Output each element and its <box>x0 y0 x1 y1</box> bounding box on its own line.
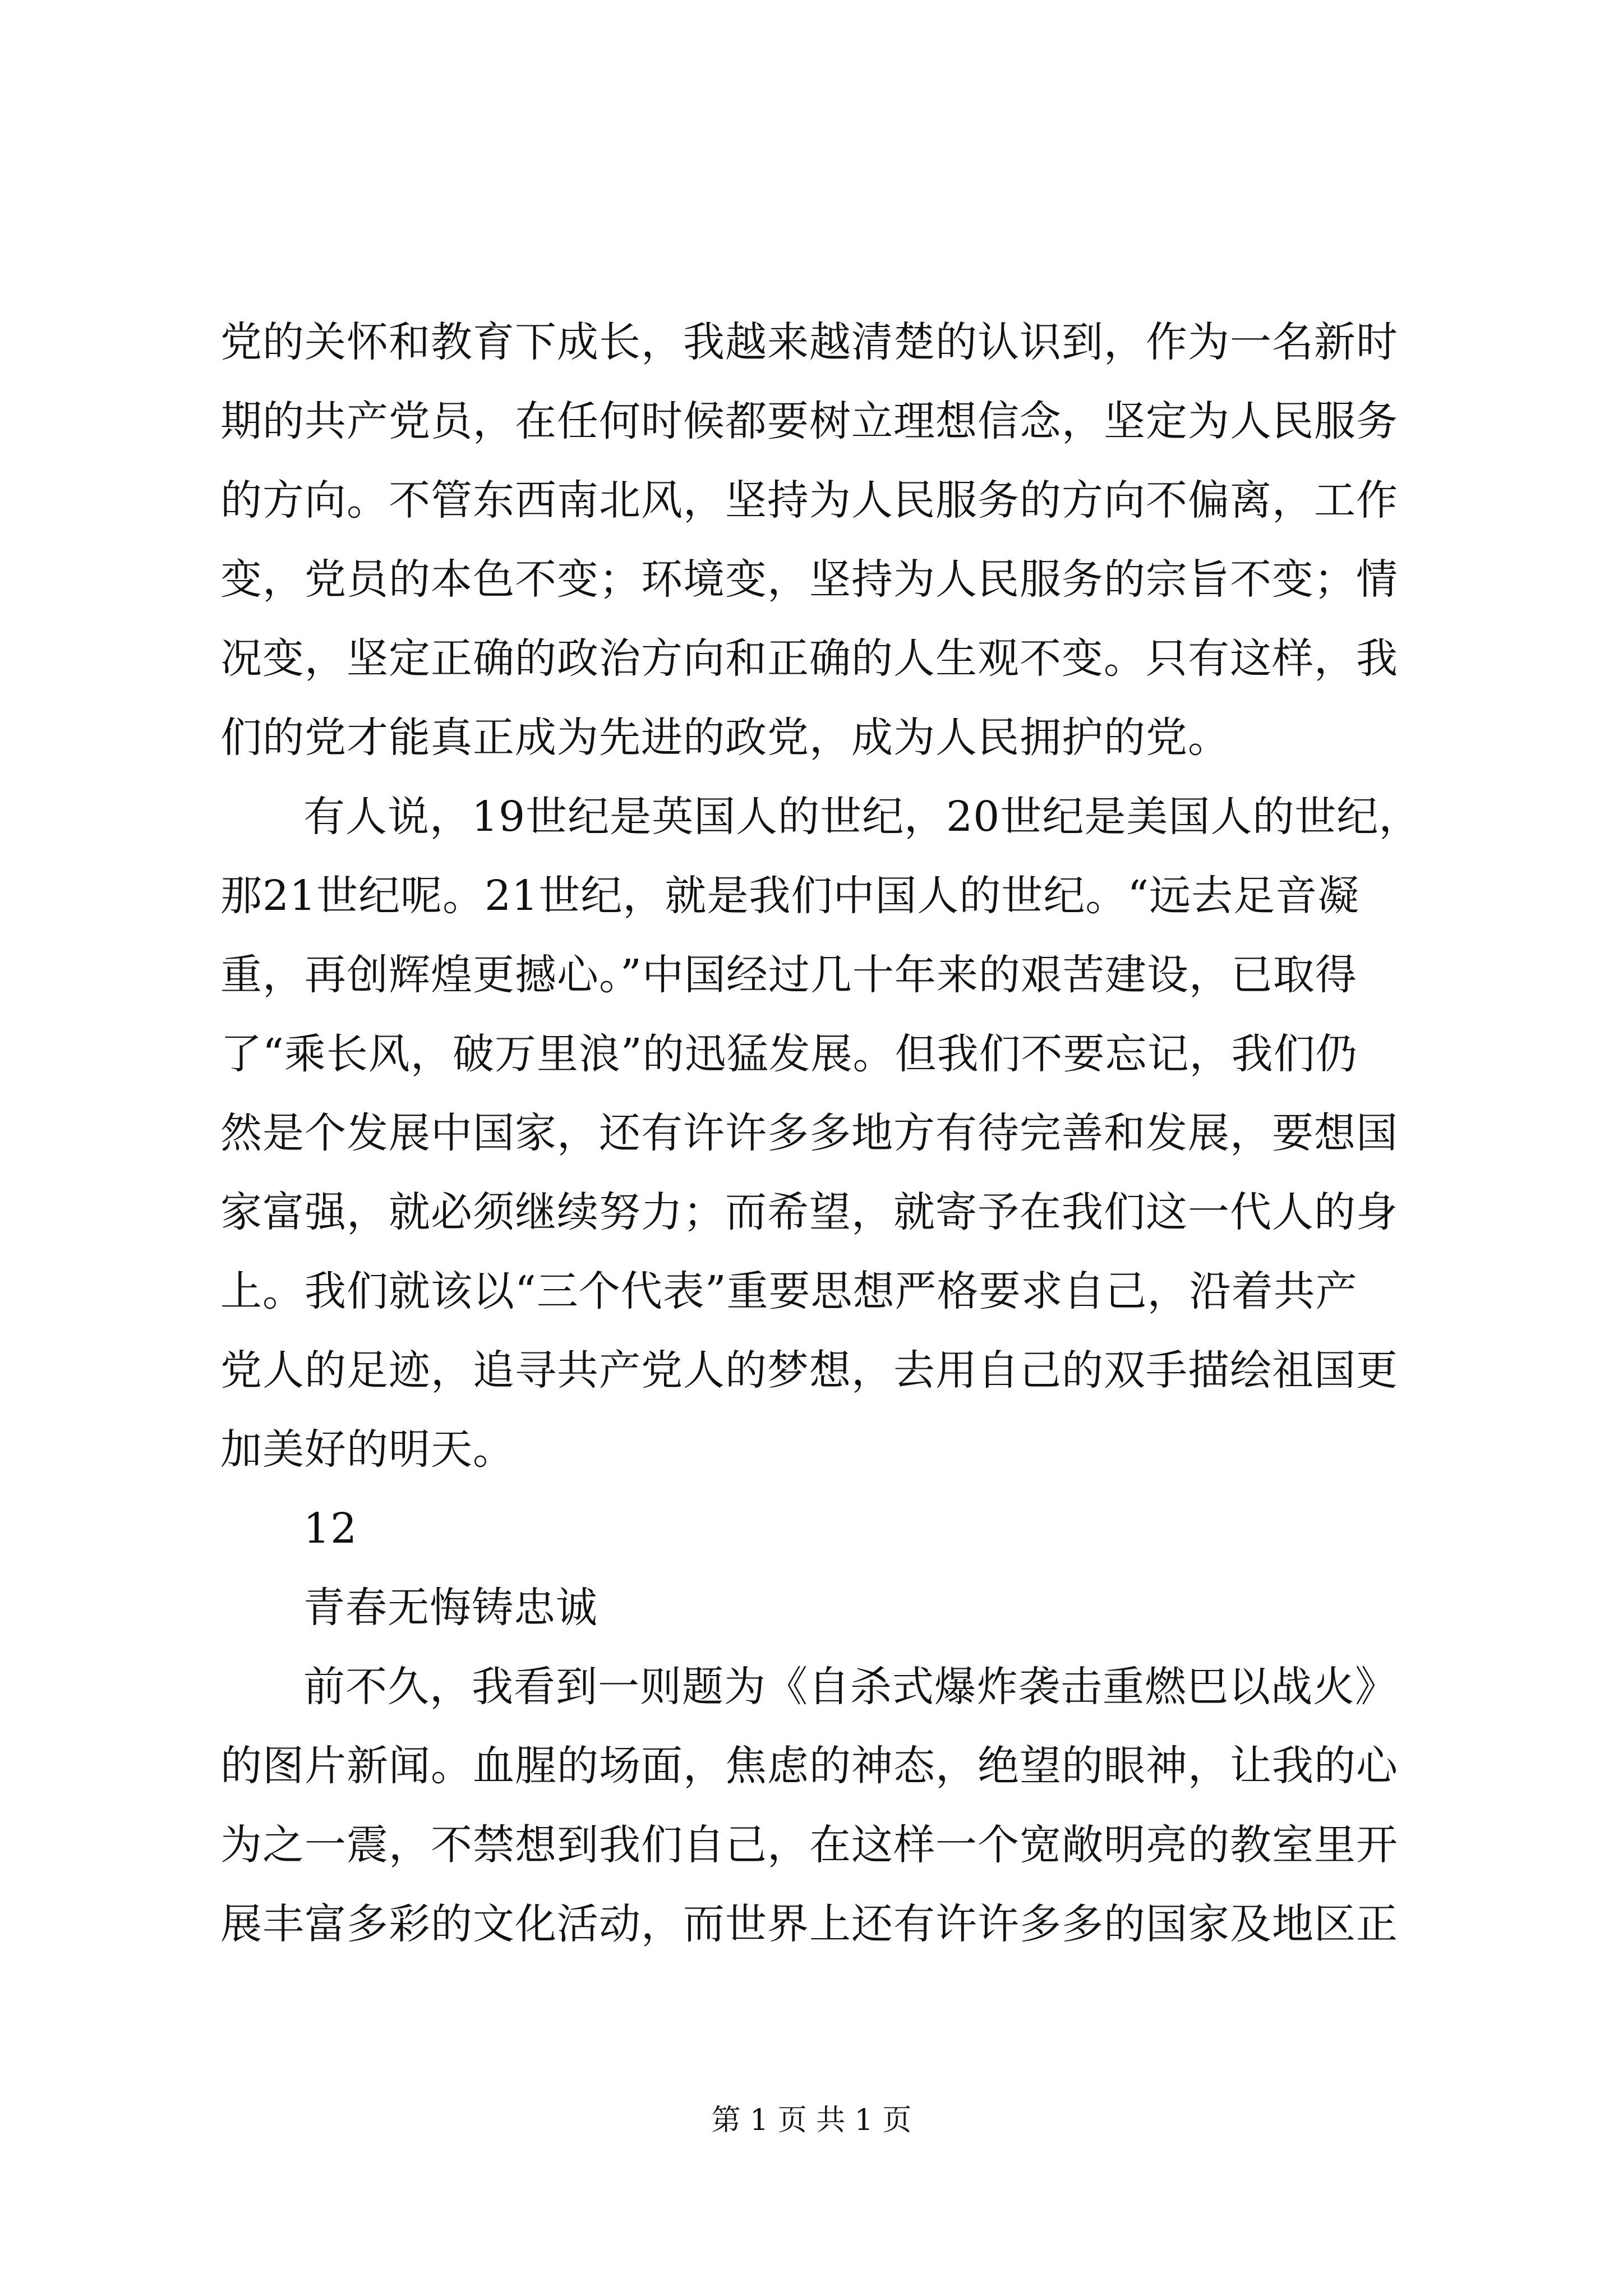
page-footer: 第 1 页 共 1 页 <box>711 2104 912 2137</box>
text-line: 党的关怀和教育下成长，我越来越清楚的认识到，作为一名新时 <box>220 318 1398 366</box>
text-line: 家富强，就必须继续努力；而希望，就寄予在我们这一代人的身 <box>220 1188 1398 1236</box>
text-line: 党人的足迹，追寻共产党人的梦想，去用自己的双手描绘祖国更 <box>220 1346 1398 1395</box>
text-line: 重，再创辉煌更撼心。”中国经过几十年来的艰苦建设，已取得 <box>220 951 1357 999</box>
document-body <box>220 303 1426 1964</box>
text-line: 期的共产党员，在任何时候都要树立理想信念，坚定为人民服务 <box>220 397 1398 445</box>
text-line: 展丰富多彩的文化活动，而世界上还有许许多多的国家及地区正 <box>220 1900 1398 1948</box>
text-line: 了“乘长风，破万里浪”的迅猛发展。但我们不要忘记，我们仍 <box>220 1030 1358 1078</box>
paragraph-1 <box>220 303 1426 777</box>
paragraph-5 <box>220 1648 1426 1964</box>
paragraph-4 <box>220 1568 1426 1648</box>
text-line: 前不久，我看到一则题为《自杀式爆炸袭击重燃巴以战火》 <box>303 1663 1397 1711</box>
text-line: 加美好的明天。 <box>220 1425 515 1474</box>
text-line: 的图片新闻。血腥的场面，焦虑的神态，绝望的眼神，让我的心 <box>220 1742 1398 1790</box>
text-line: 的方向。不管东西南北风，坚持为人民服务的方向不偏离，工作 <box>220 476 1398 524</box>
text-line: 况变，坚定正确的政治方向和正确的人生观不变。只有这样，我 <box>220 634 1398 683</box>
text-line: 上。我们就该以“三个代表”重要思想严格要求自己，沿着共产 <box>220 1267 1358 1315</box>
text-line: 那21世纪呢。21世纪，就是我们中国人的世纪。“远去足音凝 <box>220 872 1360 920</box>
section-number: 12 <box>303 1504 358 1553</box>
paragraph-2 <box>220 777 1426 1489</box>
section-title: 青春无悔铸忠诚 <box>303 1584 598 1632</box>
paragraph-3 <box>220 1489 1426 1568</box>
text-line: 为之一震，不禁想到我们自己，在这样一个宽敞明亮的教室里开 <box>220 1821 1398 1869</box>
text-line: 们的党才能真正成为先进的政党，成为人民拥护的党。 <box>220 714 1230 762</box>
text-line: 有人说，19世纪是英国人的世纪，20世纪是美国人的世纪， <box>303 793 1421 841</box>
text-line: 变，党员的本色不变；环境变，坚持为人民服务的宗旨不变；情 <box>220 555 1398 604</box>
text-line: 然是个发展中国家，还有许许多多地方有待完善和发展，要想国 <box>220 1109 1398 1157</box>
